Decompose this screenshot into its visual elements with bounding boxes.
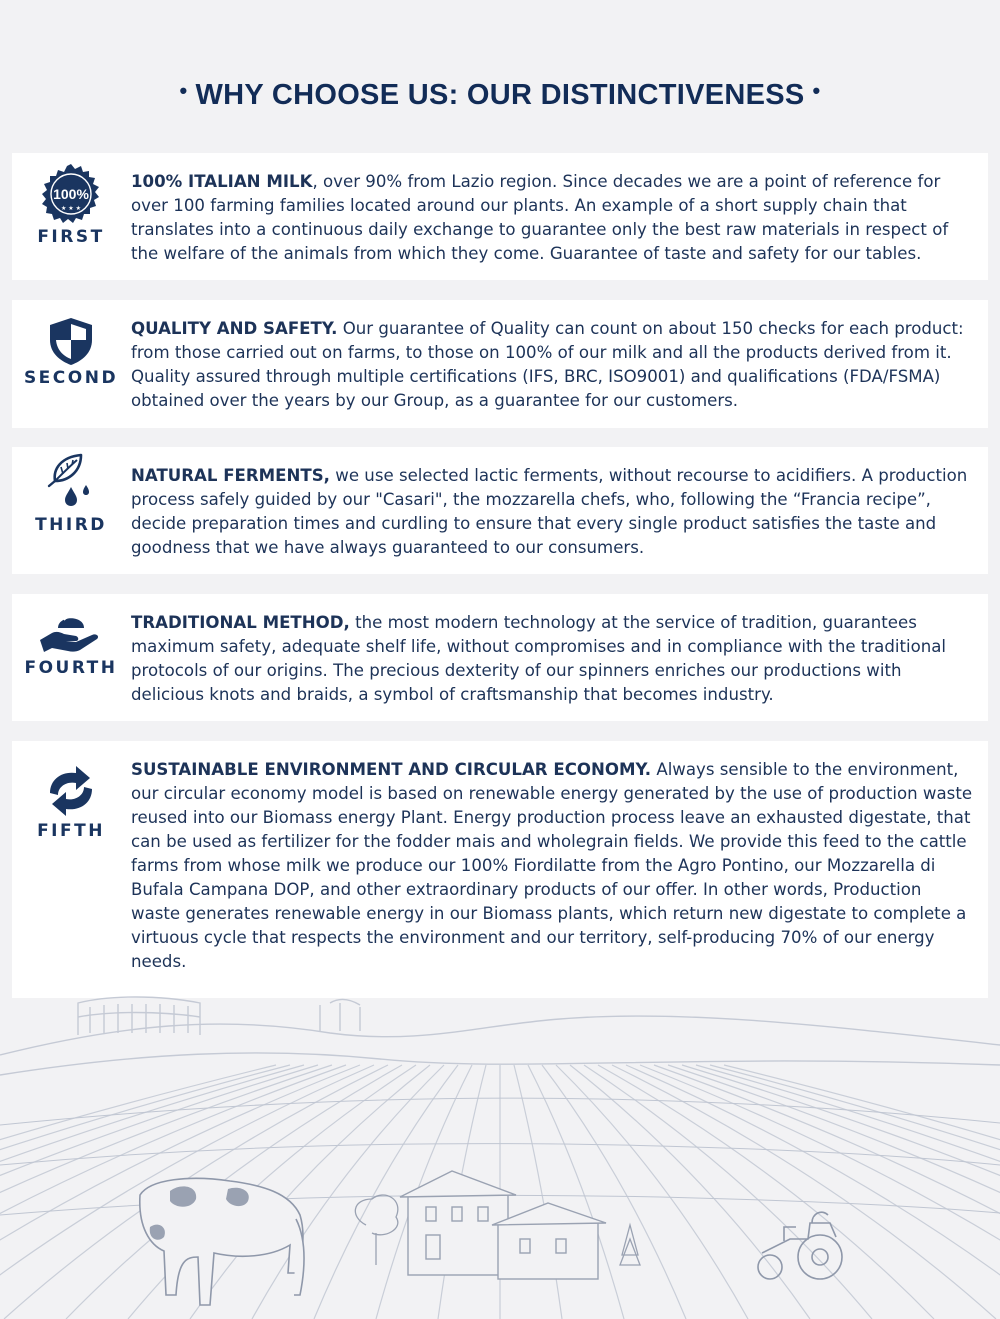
feature-text-second <box>131 317 974 413</box>
badge-label-first: FIRST <box>37 227 105 247</box>
badge-label-fourth: FOURTH <box>24 658 118 678</box>
feature-lead-fifth: SUSTAINABLE ENVIRONMENT AND CIRCULAR ECONOMY. <box>131 760 652 779</box>
field-furrow <box>570 1065 810 1319</box>
badge-second <box>12 316 130 388</box>
badge-label-third: THIRD <box>35 515 107 535</box>
field-furrow <box>640 1065 1000 1319</box>
badge-fourth <box>12 606 130 678</box>
feature-body-fourth: the most modern technology at the service of tradition, guarantees maximum safety, adequate shelf life, without compromises and in compliance with the traditional protocols of our origins. The precious dexterity of our spinners enriches our productions with delicious knots and braids, a symbol of craftsmanship that becomes industry. <box>131 613 947 704</box>
badge-first <box>12 163 130 247</box>
seal-100-icon <box>40 163 102 225</box>
feature-card-fourth <box>12 594 988 721</box>
feature-text-fifth <box>131 758 974 974</box>
badge-fifth <box>12 763 130 841</box>
field-furrow <box>542 1065 686 1319</box>
title-bullet-right: • <box>812 78 821 103</box>
feature-card-fifth <box>12 741 988 998</box>
feature-body-first: , over 90% from Lazio region. Since decades we are a point of reference for over 100 farming families located around our plants. An example of a short supply chain that translates into a continuous daily exchange to guarantee only the best raw materials in respect of the welfare of the animals from which they come. Guarantee of taste and safety for our tables. <box>131 172 949 263</box>
countryside-illustration <box>0 995 1000 1319</box>
svg-text:★ ★ ★: ★ ★ ★ <box>61 205 81 212</box>
feature-body-third: we use selected lactic ferments, without recourse to acidifiers. A production process safely guided by our "Casari", the mozzarella chefs, who, following the “Francia recipe”, decide preparation times and curdling to ensure that every single product satisfies the taste and goodness that we have always guaranteed to our consumers. <box>131 466 968 557</box>
seal-text: 100% <box>53 186 89 202</box>
field-furrow <box>514 1065 562 1319</box>
badge-label-second: SECOND <box>23 368 119 388</box>
feature-body-fifth: Always sensible to the environment, our circular economy model is based on renewable energy generated by the use of production waste reused into our Biomass energy Plant. Energy production process leave an exhausted digestate, that can be used as fertilizer for the fodder mais and wholegrain fields. We provide this feed to the cattle farms from whose milk we produce our 100% Fiordilatte from the Agro Pontino, our Mozzarella di Bufala Campana DOP, and other extraordinary products of our offer. In other words, Production waste generates renewable energy in our Biomass plants, which return new digestate to complete a virtuous cycle that respects the environment and our territory, self-producing 70% of our energy needs. <box>131 760 973 971</box>
feature-card-second <box>12 300 988 428</box>
feature-lead-third: NATURAL FERMENTS, <box>131 466 330 485</box>
badge-label-fifth: FIFTH <box>37 821 105 841</box>
feature-body-second: Our guarantee of Quality can count on about 150 checks for each product: from those carried out on farms, to those on 100% of our milk and all the products derived from it. Quality assured through multiple certifications (IFS, BRC, ISO9001) and qualifications (FDA/FSMA) obtained over the years by our Group, as a guarantee for our customers. <box>131 319 964 410</box>
title-text: WHY CHOOSE US: OUR DISTINCTIVENESS <box>195 79 805 111</box>
leaf-drops-icon <box>41 451 101 513</box>
feature-card-third <box>12 447 988 574</box>
feature-card-first <box>12 153 988 280</box>
hand-holding-icon <box>38 606 104 656</box>
field-furrow <box>626 1065 1000 1319</box>
page-title <box>0 78 1000 112</box>
feature-lead-second: QUALITY AND SAFETY. <box>131 319 338 338</box>
feature-lead-fourth: TRADITIONAL METHOD, <box>131 613 350 632</box>
feature-lead-first: 100% ITALIAN MILK <box>131 172 313 191</box>
title-bullet-left: • <box>179 78 188 103</box>
feature-text-third <box>131 464 974 560</box>
feature-text-first <box>131 170 974 266</box>
shield-icon <box>46 316 96 366</box>
badge-third <box>12 451 130 535</box>
recycle-arrows-icon <box>40 763 102 819</box>
field-furrow <box>598 1065 934 1319</box>
field-furrow <box>528 1065 624 1319</box>
feature-text-fourth <box>131 611 974 707</box>
